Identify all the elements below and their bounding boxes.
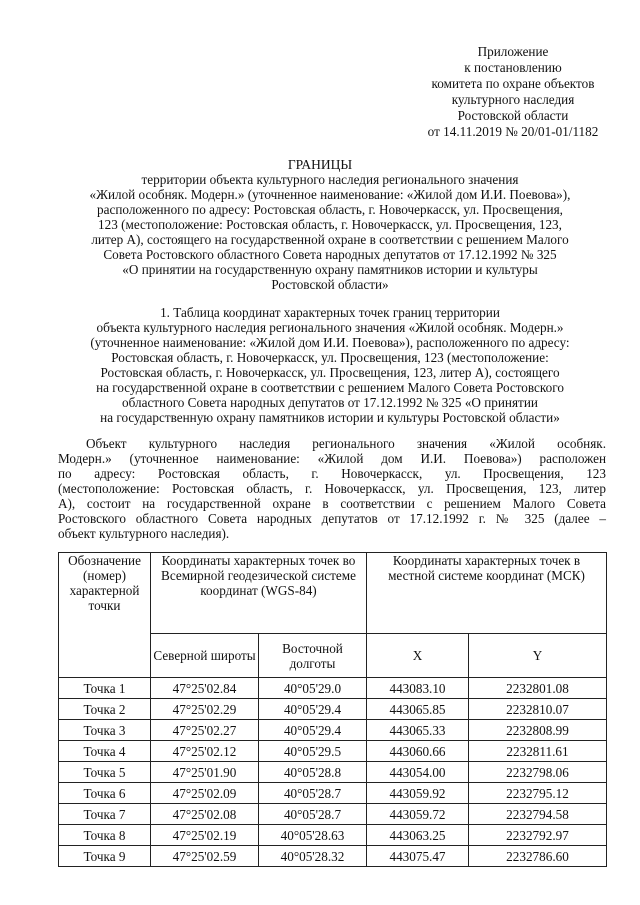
appendix-line: от 14.11.2019 № 20/01-01/1182	[427, 124, 599, 139]
subtitle-line: «Жилой особняк. Модерн.» (уточненное наименование: «Жилой дом И.И. Поевова»),	[89, 187, 571, 202]
section-line: областного Совета народных депутатов от 17.12.1992 № 325 «О принятии	[122, 395, 538, 410]
cell-y: 2232811.61	[469, 741, 607, 762]
table-row	[59, 762, 607, 783]
cell-x: 443063.25	[367, 825, 469, 846]
cell-point: Точка 8	[59, 825, 151, 846]
appendix-block	[372, 44, 640, 140]
cell-point: Точка 2	[59, 699, 151, 720]
appendix-line: комитета по охране объектов	[431, 76, 595, 91]
section-line: на государственной охране в соответствии с решением Малого Совета Ростовского	[96, 380, 564, 395]
table-row	[59, 720, 607, 741]
header-wgs: Координаты характерных точек во Всемирной геодезической системе координат (WGS-84)	[151, 553, 367, 634]
table-row	[59, 783, 607, 804]
section-line: 1. Таблица координат характерных точек границ территории	[160, 305, 500, 320]
cell-east: 40°05'28.63	[259, 825, 367, 846]
cell-north: 47°25'02.29	[151, 699, 259, 720]
appendix-line: Приложение	[477, 44, 549, 59]
header-y: Y	[469, 634, 607, 678]
cell-x: 443065.85	[367, 699, 469, 720]
table-row	[59, 678, 607, 699]
cell-y: 2232798.06	[469, 762, 607, 783]
document-title: ГРАНИЦЫ	[287, 157, 353, 172]
cell-point: Точка 5	[59, 762, 151, 783]
appendix-line: Ростовской области	[457, 108, 569, 123]
cell-north: 47°25'02.59	[151, 846, 259, 867]
cell-east: 40°05'29.0	[259, 678, 367, 699]
subtitle-line: 123 (местоположение: Ростовская область, г. Новочеркасск, ул. Просвещения, 123,	[98, 217, 562, 232]
cell-y: 2232810.07	[469, 699, 607, 720]
cell-point: Точка 1	[59, 678, 151, 699]
table-row	[59, 804, 607, 825]
cell-east: 40°05'28.8	[259, 762, 367, 783]
cell-east: 40°05'28.32	[259, 846, 367, 867]
section-line: Ростовская область, г. Новочеркасск, ул. Просвещения, 123, литер А), состоящего	[100, 365, 560, 380]
subtitle-line: расположенного по адресу: Ростовская область, г. Новочеркасск, ул. Просвещения,	[97, 202, 563, 217]
cell-east: 40°05'29.5	[259, 741, 367, 762]
cell-y: 2232794.58	[469, 804, 607, 825]
cell-x: 443059.92	[367, 783, 469, 804]
paragraph-line: Объект культурного наследия регионального значения «Жилой особняк.	[86, 436, 606, 451]
subtitle-line: Ростовской области»	[271, 277, 389, 292]
cell-x: 443059.72	[367, 804, 469, 825]
cell-point: Точка 7	[59, 804, 151, 825]
table-header-row	[59, 553, 607, 634]
cell-north: 47°25'02.19	[151, 825, 259, 846]
cell-y: 2232792.97	[469, 825, 607, 846]
cell-north: 47°25'02.08	[151, 804, 259, 825]
paragraph-line: (местоположение: Ростовская область, г. Новочеркасск, ул. Просвещения, 123, литер	[58, 481, 606, 496]
cell-y: 2232801.08	[469, 678, 607, 699]
header-north: Северной широты	[151, 634, 259, 678]
section-heading	[60, 305, 600, 425]
description-paragraph	[58, 436, 606, 541]
paragraph-line: А), состоит на государственной охране в соответствии с решением Малого Совета	[58, 496, 606, 511]
subtitle-line: территории объекта культурного наследия регионального значения	[141, 172, 519, 187]
cell-x: 443075.47	[367, 846, 469, 867]
subtitle-line: литер А), состоящего на государственной охране в соответствии с решением Малого	[91, 232, 569, 247]
section-line: Ростовская область, г. Новочеркасск, ул. Просвещения, 123 (местоположение:	[111, 350, 549, 365]
subtitle-line: «О принятии на государственную охрану памятников истории и культуры	[122, 262, 538, 277]
header-msk: Координаты характерных точек в местной системе координат (МСК)	[367, 553, 607, 634]
cell-point: Точка 6	[59, 783, 151, 804]
cell-north: 47°25'02.27	[151, 720, 259, 741]
cell-point: Точка 3	[59, 720, 151, 741]
document-subtitle	[60, 172, 600, 292]
header-x: X	[367, 634, 469, 678]
paragraph-line: по адресу: Ростовская область, г. Новочеркасск, ул. Просвещения, 123	[58, 466, 606, 481]
header-east: Восточной долготы	[259, 634, 367, 678]
appendix-line: культурного наследия	[451, 92, 575, 107]
cell-y: 2232786.60	[469, 846, 607, 867]
cell-y: 2232808.99	[469, 720, 607, 741]
cell-north: 47°25'02.09	[151, 783, 259, 804]
subtitle-line: Совета Ростовского областного Совета народных депутатов от 17.12.1992 № 325	[103, 247, 557, 262]
coordinates-table	[58, 552, 607, 867]
appendix-line: к постановлению	[464, 60, 562, 75]
cell-north: 47°25'02.84	[151, 678, 259, 699]
cell-x: 443065.33	[367, 720, 469, 741]
cell-east: 40°05'28.7	[259, 804, 367, 825]
table-row	[59, 699, 607, 720]
cell-east: 40°05'29.4	[259, 699, 367, 720]
paragraph-line: Ростовского областного Совета народных депутатов от 17.12.1992 г. № 325 (далее –	[58, 511, 606, 526]
cell-north: 47°25'02.12	[151, 741, 259, 762]
table-row	[59, 846, 607, 867]
cell-y: 2232795.12	[469, 783, 607, 804]
cell-point: Точка 4	[59, 741, 151, 762]
table-row	[59, 825, 607, 846]
paragraph-line: объект культурного наследия).	[58, 526, 230, 541]
paragraph-line: Модерн.» (уточненное наименование: «Жилой дом И.И. Поевова») расположен	[58, 451, 606, 466]
cell-east: 40°05'29.4	[259, 720, 367, 741]
section-line: (уточненное наименование: «Жилой дом И.И. Поевова»), расположенного по адресу:	[90, 335, 570, 350]
section-line: объекта культурного наследия регионального значения «Жилой особняк. Модерн.»	[96, 320, 564, 335]
section-line: на государственную охрану памятников истории и культуры Ростовской области»	[100, 410, 560, 425]
cell-x: 443060.66	[367, 741, 469, 762]
cell-x: 443054.00	[367, 762, 469, 783]
cell-east: 40°05'28.7	[259, 783, 367, 804]
cell-point: Точка 9	[59, 846, 151, 867]
cell-x: 443083.10	[367, 678, 469, 699]
table-row	[59, 741, 607, 762]
cell-north: 47°25'01.90	[151, 762, 259, 783]
header-designation: Обозначение (номер) характерной точки	[59, 553, 151, 678]
